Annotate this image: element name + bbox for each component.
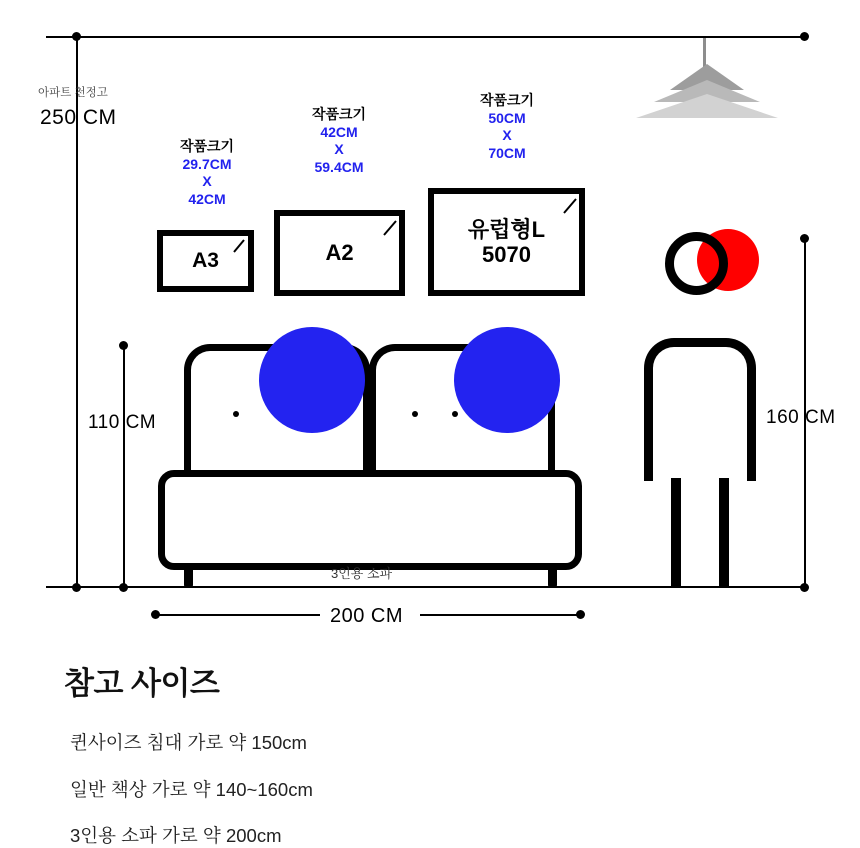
person-leg-left	[671, 478, 681, 587]
reference-title: 참고 사이즈	[64, 666, 220, 701]
frame-a2[interactable]	[274, 210, 405, 296]
sofa-width-line-right	[420, 614, 580, 616]
frame-a3-corner-icon	[230, 238, 246, 254]
reference-item-2: 3인용 소파 가로 약 200cm	[70, 825, 282, 846]
frame-caption-euro-x: X	[502, 127, 512, 143]
sofa-height-label: 110 CM	[88, 412, 157, 433]
sofa-caption: 3인용 소파	[331, 566, 393, 581]
frame-caption-a3-x: X	[202, 173, 212, 189]
sofa-leg-right	[548, 568, 557, 588]
sofa-width-dot-left	[151, 610, 160, 619]
sofa-width-dot-right	[576, 610, 585, 619]
pillow-circle-left	[259, 327, 365, 433]
sofa-seat	[158, 470, 582, 570]
frame-a3-label: A3	[192, 248, 219, 272]
pillow-circle-right	[454, 327, 560, 433]
frame-caption-euro-title: 작품크기	[479, 92, 535, 108]
frame-caption-a3-w: 29.7CM	[182, 155, 232, 172]
frame-caption-a2-title: 작품크기	[311, 106, 367, 122]
sofa-cushion-dot-1	[233, 411, 239, 417]
person-height-label: 160 CM	[766, 407, 836, 428]
floor-line	[46, 586, 808, 588]
ceiling-caption: 아파트 천정고	[38, 87, 108, 99]
person-leg-right	[719, 478, 729, 587]
frame-caption-a2-w: 42CM	[320, 123, 358, 140]
frame-euro-corner-icon	[560, 197, 576, 213]
frame-a3[interactable]	[157, 230, 254, 292]
ceiling-line	[46, 36, 808, 38]
frame-caption-a2-x: X	[334, 141, 344, 157]
sofa-width-label: 200 CM	[330, 605, 404, 627]
person-body	[644, 338, 756, 481]
sofa-leg-left	[184, 568, 193, 588]
frame-euro-label	[468, 217, 545, 268]
sofa-cushion-dot-4	[412, 411, 418, 417]
frame-a2-label: A2	[325, 240, 354, 266]
ceiling-value: 250 CM	[40, 106, 117, 129]
frame-euro-label-line1: 유럽형L	[467, 216, 546, 242]
reference-item-0: 퀸사이즈 침대 가로 약 150cm	[70, 732, 307, 753]
frame-caption-a2	[264, 106, 414, 176]
frame-caption-a3-h: 42CM	[188, 190, 226, 207]
person-head-ring	[665, 232, 728, 295]
sofa-width-line-left	[155, 614, 320, 616]
ceiling-line-dot-right	[800, 32, 809, 41]
frame-caption-euro-w: 50CM	[488, 109, 526, 126]
frame-euro-5070[interactable]	[428, 188, 585, 296]
frame-caption-a2-h: 59.4CM	[314, 158, 364, 175]
frame-caption-euro-h: 70CM	[488, 144, 526, 161]
reference-item-1: 일반 책상 가로 약 140~160cm	[70, 779, 313, 800]
lamp-shade-icon	[632, 60, 782, 122]
frame-a2-corner-icon	[380, 219, 396, 235]
sofa-height-dot-top	[119, 341, 128, 350]
frame-euro-label-line2: 5070	[482, 242, 531, 267]
person-height-dot-top	[800, 234, 809, 243]
frame-caption-a3-title: 작품크기	[179, 138, 235, 154]
frame-caption-euro	[432, 92, 582, 162]
sofa-cushion-dot-5	[452, 411, 458, 417]
frame-caption-a3	[132, 138, 282, 208]
sofa-height-line	[123, 345, 125, 588]
